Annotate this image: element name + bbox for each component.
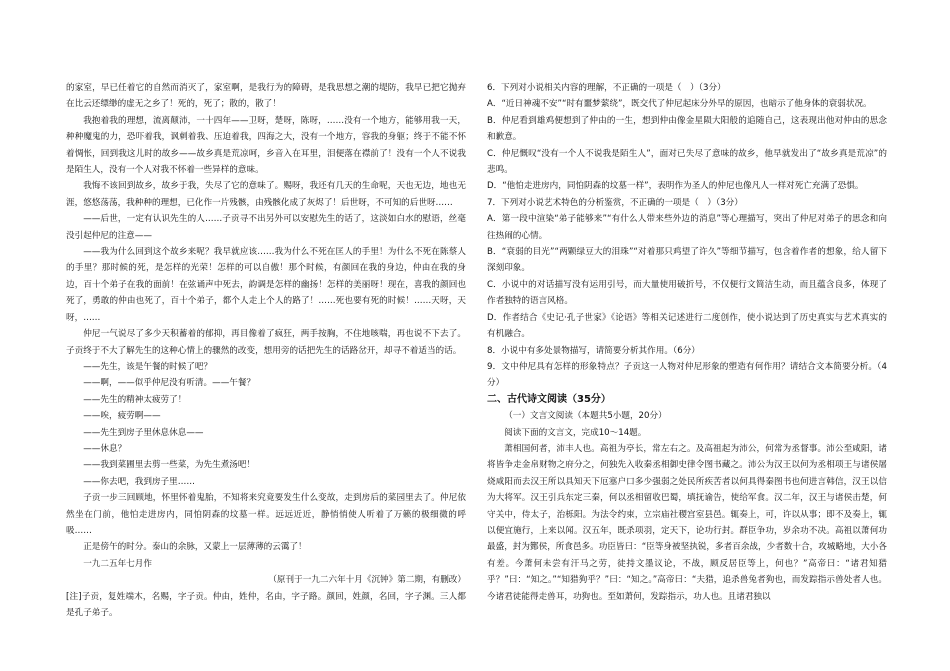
left-paragraph: ——先生，该是午餐的时候了吧？: [83, 361, 213, 372]
left-paragraph: ——你去吧，我到房子里……: [83, 476, 195, 487]
right-paragraph: （一）文言文阅读（本题共5小题，20分）: [504, 411, 667, 422]
section-heading: [487, 392, 887, 408]
left-paragraph: ——我到菜圃里去剪一些菜，为先生煮汤吧！: [83, 460, 256, 471]
left-paragraph: 一九二五年七月作: [83, 558, 152, 569]
left-paragraph: ——我为什么回到这个故乡来呢？我早就应该……我为什么不死在匡人的手里！为什么不死在陈蔡人的手里？那时候的死，是怎样的光荣！怎样的可以自傲！那个时候，有颜回在我的身边，仲由在我的身边，百十个弟子在我的面前！在弦诵声中死去，韵调是怎样的幽扬！怎样的美丽呀！现在，喜我的颜回也死了，勇敢的仲由也死了，百十个弟子，都个人走上个人的路了！……死也要有死的时候！……天呀，天呀，……: [66, 247, 466, 323]
section-score: 35分: [577, 393, 601, 405]
left-paragraph: （原刊于一九二六年十月《沉钟》第二期，有删改）: [268, 575, 466, 586]
right-paragraph: A．第一段中渲染“弟子能够来”“有什么人带来些外边的消息”等心理描写，突出了仲尼对弟子的思念和向往热闹的心情。: [487, 214, 887, 241]
section-heading-text: 二、古代诗文阅读（: [487, 393, 577, 405]
right-paragraph: B．仲尼看到雄鸡便想到了仲由的一生，想到仲由像金星陨大阳般的追随自己，这表现出他对仲由的思念和歉意。: [487, 115, 887, 143]
left-paragraph: ——先生的精神太疲劳了！: [83, 394, 187, 405]
right-paragraph: 9．文中仲尼具有怎样的形象特点？子贡这一人物对仲尼形象的塑造有何作用？请结合文本简要分析。（4分）: [487, 361, 887, 389]
left-paragraph: ——唉，疲劳啊——: [83, 411, 161, 422]
right-paragraph: D．作者结合《史记·孔子世家》《论语》等相关记述进行二度创作，使小说达到了历史真实与艺术真实的有机融合。: [487, 312, 887, 340]
right-paragraph: 8．小说中有多处景物描写，请简要分析其作用。（6分）: [487, 345, 700, 356]
left-paragraph: 仲尼一气说尽了多少天积蓄着的郁抑，再目像着了疯狂，两手按胸，不住地咳喘，再也说不下去了。子贡终于不大了解先生的这种心情上的骤然的改变，想用旁的话把先生的话路岔开，却寻不着适当的话。: [66, 329, 466, 356]
left-column: [66, 80, 466, 621]
right-paragraph: 萧相国何者，沛丰人也。高祖为亭长，常左右之。及高祖起为沛公，何常为丞督事。沛公至咸阳，诸将皆争走金帛财物之府分之，何独先入收秦丞相御史律令图书藏之。沛公为汉王以何为丞相项王与诸侯屠烧咸阳而去汉王所以具知天下厄塞户口多少强弱之处民所疾苦者以何具得秦图书也何进言韩信，汉王以信为大将军。汉王引兵东定三秦，何以丞相留收巴蜀，填抚谕告，使给军食。汉二年，汉王与诸侯击楚，何守关中，侍太子，治栎阳。为法令约束，立宗庙社稷宫室县邑。辄奏上，可，许以从事；即不及奏上，辄以便宜施行，上来以闻。汉五年，既杀项羽，定天下，论功行封。群臣争功，岁余功不决。高祖以萧何功最盛，封为酂侯，所食邑多。功臣皆曰：“臣等身被坚执锐，多者百余战，少者数十合，攻城略地，大小各有差。今萧何未尝有汗马之劳，徒持文墨议论，不战，顾反居臣等上，何也？”高帝曰：“诸君知猎乎？”曰：“知之。”“知猎狗乎？”曰：“知之。”高帝曰：“夫猎，追杀兽兔者狗也，而发踪指示兽处者人也。今诸君徒能得走兽耳，功狗也。至如萧何，发踪指示，功人也。且诸君独以: [487, 443, 887, 602]
left-paragraph: ——先生到房子里休息休息——: [83, 427, 204, 438]
left-paragraph: 我抱着我的理想，流离颠沛，一十四年——卫呀，楚呀，陈呀，……没有一个地方，能够用我一天，种种魔鬼的力，恐吓着我，讽刺着我、压迫着我，四海之大，没有一个地方，容我的身躯；终于不能不怀着惆怅，回到我这儿时的故乡——故乡真是荒凉呵，乡音入在耳里，泪便落在襟前了！没有一个人不说我是陌生人，没有一个人对我不怀着一些异样的意味。: [66, 115, 466, 176]
right-paragraph: A．“近日神魂不安”“时有噩梦萦绕”，既交代了仲尼起床分外早的原因，也暗示了他身体的衰弱状况。: [487, 99, 872, 110]
right-paragraph: 阅读下面的文言文，完成10～14题。: [504, 427, 647, 438]
left-paragraph: 正是傍午的时分。泰山的余脉，又蒙上一层薄薄的云霭了！: [83, 542, 307, 553]
right-paragraph: D．“他怕走进房内，同怕阴森的坟墓一样”，表明作为圣人的仲尼也像凡人一样对死亡充满了恐惧。: [487, 181, 864, 192]
right-paragraph: C．仲尼慨叹“没有一个人不说我是陌生人”，面对已失尽了意味的故乡，他早就发出了“故乡真是荒凉”的悲鸣。: [487, 148, 887, 176]
left-paragraph: [注]子贡，复姓端木，名赐，字子贡。仲由，姓仲，名由，字子路。颜回，姓颜，名回，字子渊。三人都是孔子弟子。: [66, 591, 466, 618]
right-paragraph: C．小说中的对话描写没有运用引号，而大量使用破折号，不仅便行文简洁生动，而且蕴含良多，体现了作者独特的语言风格。: [487, 279, 887, 307]
left-paragraph: 我悔不该回到故乡，故乡于我，失尽了它的意味了。赐呀，我还有几天的生命呢，天也无边，地也无涯，悠悠荡荡，我种种的理想，已化作一片残骸，由残骸化成了灰烬了！后世呀，不可知的后世呀……: [66, 181, 466, 208]
right-paragraph: B．“衰弱的目光”“两颗绿豆大的泪珠”“对着那只鸡望了许久”等细节描写，包含着作者的想象，给人留下深刻印象。: [487, 247, 887, 274]
left-paragraph: ——后世，一定有认识先生的人……子贡寻不出另外可以安慰先生的话了，这淡如白水的慰语，丝毫没引起仲尼的注意——: [66, 214, 466, 241]
right-paragraph: 7．下列对小说艺术特色的分析鉴赏，不正确的一项是（ ）（3分）: [487, 197, 743, 208]
right-column: [487, 80, 887, 605]
left-paragraph: 子贡一步三回顾地，怀里怀着鬼胎，不知将来究竟要发生什么变故，走到房后的菜园里去了。仲尼依然坐在门前，他怕走进房内，同怕阴森的坟墓一样。远远近近，静悄悄使人听着了万籁的极细微的呼吸……: [66, 493, 466, 536]
left-paragraph: ——休息？: [83, 443, 127, 454]
section-heading-close: ）: [600, 393, 611, 405]
left-paragraph: ——啊，——似乎仲尼没有听清。——午餐？: [83, 378, 256, 389]
right-paragraph: 6．下列对小说相关内容的理解，不正确的一项是（ ）（3分）: [487, 83, 726, 93]
left-paragraph: 的家室，早已任着它的自然而消灭了，家室啊，是我行为的障碍，是我思想之潮的堤防，我早已把它抛弃在比云还缥缈的虚无之乡了！死的，死了；散的，散了！: [66, 83, 466, 110]
